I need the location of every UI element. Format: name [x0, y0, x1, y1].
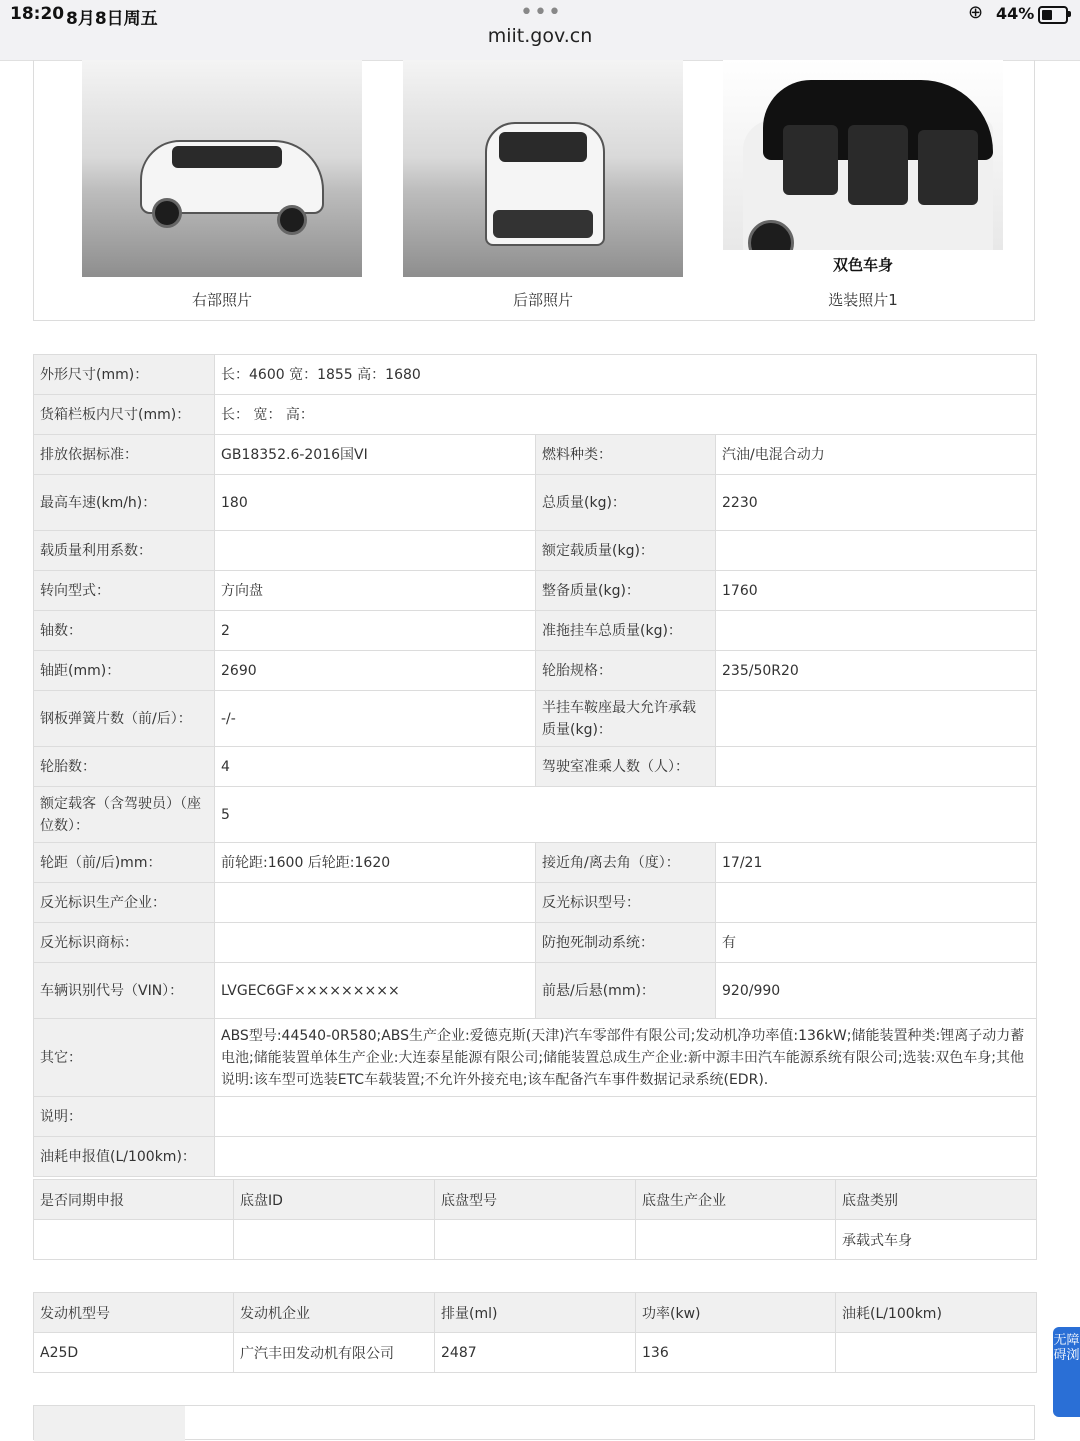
table-header-row — [34, 1180, 1037, 1220]
spec-label: 总质量(kg)： — [536, 475, 716, 531]
table-row — [34, 1137, 1037, 1177]
spec-label: 轴数： — [34, 611, 215, 651]
spec-value: LVGEC6GF××××××××× — [215, 963, 536, 1019]
spec-value: 汽油/电混合动力 — [716, 435, 1037, 475]
spec-value: ABS型号:44540-0R580;ABS生产企业:爱德克斯(天津)汽车零部件有限公司;发动机净功率值:136kW;储能装置种类:锂离子动力蓄电池;储能装置单体生产企业:大连泰星能源有限公司;储能装置总成生产企业:新中源丰田汽车能源系统有限公司;选装:双色车身;其他说明:该车型可选装ETC车载装置;不允许外接充电;该车配备汽车事件数据记录系统(EDR). — [215, 1019, 1037, 1097]
spec-value: GB18352.6-2016国VI — [215, 435, 536, 475]
table-row — [34, 843, 1037, 883]
spec-label: 前悬/后悬(mm)： — [536, 963, 716, 1019]
car-right-image — [82, 60, 362, 277]
photo-caption: 右部照片 — [191, 291, 252, 309]
battery-tip — [1068, 11, 1071, 17]
battery-icon — [1038, 6, 1068, 24]
spec-value — [215, 883, 536, 923]
spec-label: 说明： — [34, 1097, 215, 1137]
table-cell: 2487 — [435, 1333, 636, 1373]
car-two-tone-image — [723, 60, 1003, 250]
more-dots-icon[interactable]: ••• — [520, 0, 562, 25]
spec-value: 有 — [716, 923, 1037, 963]
spec-label: 载质量利用系数： — [34, 531, 215, 571]
table-cell — [435, 1220, 636, 1260]
table-header-row — [34, 1293, 1037, 1333]
table-row — [34, 883, 1037, 923]
table-row — [34, 1220, 1037, 1260]
next-table-partial — [33, 1405, 1035, 1440]
spec-value: 5 — [215, 787, 1037, 843]
spec-value: 长： 宽： 高： — [215, 395, 1037, 435]
spec-value: 2 — [215, 611, 536, 651]
column-header: 底盘型号 — [435, 1180, 636, 1220]
spec-label: 整备质量(kg)： — [536, 571, 716, 611]
car-rear-image — [403, 60, 683, 277]
spec-value: 2690 — [215, 651, 536, 691]
spec-value: 4 — [215, 747, 536, 787]
status-date: 8月8日周五 — [66, 9, 158, 29]
status-time: 18:20 — [10, 4, 65, 24]
spec-label: 燃料种类： — [536, 435, 716, 475]
spec-value — [716, 531, 1037, 571]
table-row — [34, 1333, 1037, 1373]
battery-percent: 44% — [996, 4, 1035, 23]
table-row — [34, 963, 1037, 1019]
spec-value: 180 — [215, 475, 536, 531]
table-row — [34, 747, 1037, 787]
spec-label: 车辆识别代号（VIN）： — [34, 963, 215, 1019]
column-header: 排量(ml) — [435, 1293, 636, 1333]
table-row — [34, 571, 1037, 611]
spec-label: 外形尺寸(mm)： — [34, 355, 215, 395]
spec-label: 额定载质量(kg)： — [536, 531, 716, 571]
spec-label: 额定载客（含驾驶员）（座位数）： — [34, 787, 215, 843]
table-row — [34, 395, 1037, 435]
spec-label: 轮胎规格： — [536, 651, 716, 691]
table-cell: 承载式车身 — [836, 1220, 1037, 1260]
engine-table — [33, 1292, 1037, 1373]
spec-value — [716, 691, 1037, 747]
table-cell — [34, 1220, 234, 1260]
column-header: 发动机型号 — [34, 1293, 234, 1333]
spec-table — [33, 354, 1037, 1177]
column-header: 底盘生产企业 — [636, 1180, 836, 1220]
spec-label: 轮胎数： — [34, 747, 215, 787]
spec-value — [215, 531, 536, 571]
column-header: 发动机企业 — [234, 1293, 435, 1333]
spec-value: 2230 — [716, 475, 1037, 531]
column-header: 功率(kw) — [636, 1293, 836, 1333]
spec-value: 1760 — [716, 571, 1037, 611]
spec-value — [716, 747, 1037, 787]
table-cell: 广汽丰田发动机有限公司 — [234, 1333, 435, 1373]
spec-value: 前轮距:1600 后轮距:1620 — [215, 843, 536, 883]
spec-value: 方向盘 — [215, 571, 536, 611]
column-header: 底盘ID — [234, 1180, 435, 1220]
table-row — [34, 355, 1037, 395]
table-row — [34, 435, 1037, 475]
table-row — [34, 1019, 1037, 1097]
column-header: 油耗(L/100km) — [836, 1293, 1037, 1333]
spec-value: 235/50R20 — [716, 651, 1037, 691]
accessibility-tab[interactable]: 无障碍浏 — [1053, 1327, 1080, 1417]
table-cell — [636, 1220, 836, 1260]
spec-label: 货箱栏板内尺寸(mm)： — [34, 395, 215, 435]
url-bar[interactable]: miit.gov.cn — [487, 25, 593, 47]
spec-value — [716, 883, 1037, 923]
photo-caption: 选装照片1 — [828, 291, 898, 309]
table-row — [34, 531, 1037, 571]
spec-label: 最高车速(km/h)： — [34, 475, 215, 531]
table-cell: 136 — [636, 1333, 836, 1373]
table-row — [34, 923, 1037, 963]
vehicle-photos — [33, 60, 1035, 321]
spec-label: 排放依据标准： — [34, 435, 215, 475]
table-cell — [836, 1333, 1037, 1373]
browser-status-bar — [0, 0, 1080, 61]
spec-value — [215, 1137, 1037, 1177]
table-cell: A25D — [34, 1333, 234, 1373]
spec-value: 920/990 — [716, 963, 1037, 1019]
spec-label: 轴距(mm)： — [34, 651, 215, 691]
table-row — [34, 475, 1037, 531]
spec-label: 轮距（前/后)mm： — [34, 843, 215, 883]
table-row — [34, 611, 1037, 651]
spec-label: 驾驶室准乘人数（人）： — [536, 747, 716, 787]
spec-label: 反光标识型号： — [536, 883, 716, 923]
table-row — [34, 651, 1037, 691]
photo-caption: 后部照片 — [512, 291, 573, 309]
spec-value: 17/21 — [716, 843, 1037, 883]
link-icon: ⊕ — [968, 2, 984, 23]
table-row — [34, 1097, 1037, 1137]
spec-value: -/- — [215, 691, 536, 747]
spec-value — [716, 611, 1037, 651]
spec-value — [215, 1097, 1037, 1137]
photo-inset-label: 双色车身 — [832, 256, 893, 274]
spec-label: 防抱死制动系统： — [536, 923, 716, 963]
column-header: 是否同期申报 — [34, 1180, 234, 1220]
spec-label: 油耗申报值(L/100km)： — [34, 1137, 215, 1177]
spec-value: 长：4600 宽：1855 高：1680 — [215, 355, 1037, 395]
spec-label: 半挂车鞍座最大允许承载质量(kg)： — [536, 691, 716, 747]
spec-label: 钢板弹簧片数（前/后）： — [34, 691, 215, 747]
spec-label: 准拖挂车总质量(kg)： — [536, 611, 716, 651]
spec-value — [215, 923, 536, 963]
table-cell — [234, 1220, 435, 1260]
spec-label: 其它： — [34, 1019, 215, 1097]
table-row — [34, 787, 1037, 843]
spec-label: 接近角/离去角（度）： — [536, 843, 716, 883]
chassis-table — [33, 1179, 1037, 1260]
spec-label: 转向型式： — [34, 571, 215, 611]
column-header: 底盘类别 — [836, 1180, 1037, 1220]
spec-label: 反光标识生产企业： — [34, 883, 215, 923]
spec-label: 反光标识商标： — [34, 923, 215, 963]
table-row — [34, 691, 1037, 747]
